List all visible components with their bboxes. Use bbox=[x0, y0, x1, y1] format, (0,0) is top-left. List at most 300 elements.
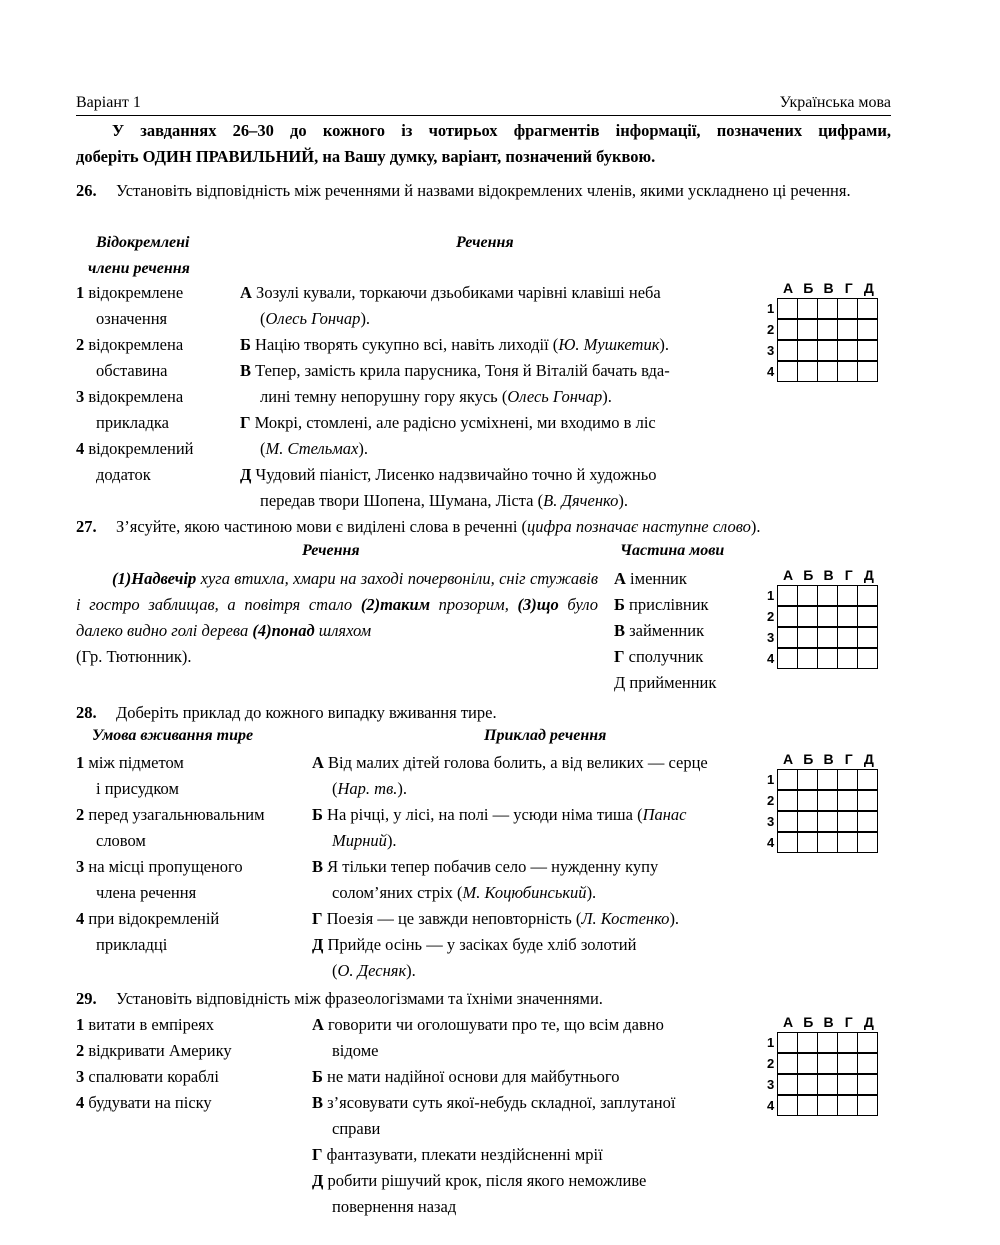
item-text: ). bbox=[669, 909, 680, 928]
grid-letter: В bbox=[823, 1014, 834, 1030]
citation-author: Мирний bbox=[332, 831, 387, 850]
grid-letter: Б bbox=[803, 567, 814, 583]
grid-letter: Б bbox=[803, 1014, 814, 1030]
item-text: ( bbox=[332, 779, 338, 798]
q27-sentence bbox=[76, 566, 598, 670]
grid-letters bbox=[778, 751, 879, 769]
item-text: справи bbox=[332, 1119, 381, 1138]
grid-letters bbox=[778, 280, 879, 298]
item-text: На річці, у лісі, на полі — усюди німа тиша ( bbox=[327, 805, 643, 824]
grid-row-number: 4 bbox=[767, 651, 775, 666]
grid-letter: Г bbox=[844, 751, 853, 767]
highlighted-word: (3)що bbox=[517, 595, 559, 614]
item-text: Від малих дітей голова болить, а від великих — серце bbox=[328, 753, 708, 772]
item-text: і присудком bbox=[96, 779, 179, 798]
item-text: фантазувати, плекати нездійсненні мрії bbox=[326, 1145, 603, 1164]
question-27 bbox=[76, 514, 891, 540]
option-letter: Б bbox=[240, 335, 251, 354]
item-text: перед узагальнювальним bbox=[88, 805, 265, 824]
instructions-line-1: У завданнях 26–30 до кожного із чотирьох фрагментів інформації, позначених цифрами, bbox=[112, 121, 891, 140]
grid-row bbox=[767, 361, 879, 382]
sentence-text: хуга втихла, хмари на заході почервоніли, сніг стужавів і гостро заблищав, а повітря стало bbox=[76, 569, 598, 614]
item-text: відокремлене bbox=[88, 283, 184, 302]
column-head-left: Умова вживання тире bbox=[92, 727, 254, 744]
item-text: займенник bbox=[629, 621, 705, 640]
q27-options-list bbox=[614, 566, 754, 696]
option-letter: В bbox=[312, 857, 324, 876]
answer-cell[interactable] bbox=[817, 769, 838, 790]
answer-cell[interactable] bbox=[857, 340, 878, 361]
grid-row-number: 1 bbox=[767, 588, 775, 603]
item-text: ). bbox=[406, 961, 416, 980]
item-text bbox=[240, 488, 735, 514]
answer-cell[interactable] bbox=[777, 585, 798, 606]
option-letter: Г bbox=[312, 909, 323, 928]
answer-cell[interactable] bbox=[777, 361, 798, 382]
list-item bbox=[76, 332, 241, 384]
grid-row bbox=[767, 769, 879, 790]
item-text: ). bbox=[358, 439, 368, 458]
answer-cell[interactable] bbox=[837, 832, 858, 853]
answer-cell[interactable] bbox=[777, 1074, 798, 1095]
item-text: додаток bbox=[96, 465, 151, 484]
citation-author: М. Коцюбинський bbox=[462, 883, 587, 902]
answer-cell[interactable] bbox=[777, 340, 798, 361]
citation-author: Нар. тв. bbox=[337, 779, 398, 798]
item-text bbox=[312, 776, 757, 802]
item-number: 1 bbox=[76, 753, 85, 772]
answer-cell[interactable] bbox=[777, 769, 798, 790]
grid-letter: Д bbox=[863, 567, 874, 583]
answer-cell[interactable] bbox=[797, 606, 818, 627]
item-text bbox=[312, 958, 757, 984]
grid-letter: В bbox=[823, 751, 834, 767]
item-text bbox=[312, 880, 757, 906]
item-text: на місці пропущеного bbox=[88, 857, 243, 876]
citation-author: Панас bbox=[642, 805, 687, 824]
grid-letter: А bbox=[783, 280, 794, 296]
header-subject: Українська мова bbox=[779, 94, 891, 111]
grid-row bbox=[767, 832, 879, 853]
grid-row-number: 2 bbox=[767, 793, 775, 808]
item-text: говорити чи оголошувати про те, що всім давно bbox=[328, 1015, 664, 1034]
list-item bbox=[614, 618, 754, 644]
answer-cell[interactable] bbox=[817, 1053, 838, 1074]
answer-cell[interactable] bbox=[797, 832, 818, 853]
answer-cell[interactable] bbox=[797, 1095, 818, 1116]
question-text: Установіть відповідність між фразеологізмами та їхніми значеннями. bbox=[116, 989, 603, 1008]
list-item bbox=[240, 358, 735, 410]
grid-row bbox=[767, 648, 879, 669]
highlighted-word: (2)таким bbox=[360, 595, 431, 614]
answer-cell[interactable] bbox=[797, 790, 818, 811]
option-letter: Д bbox=[312, 1171, 324, 1190]
question-number: 26. bbox=[76, 181, 97, 200]
grid-row bbox=[767, 1095, 879, 1116]
answer-cell[interactable] bbox=[857, 319, 878, 340]
answer-cell[interactable] bbox=[797, 1032, 818, 1053]
list-item bbox=[312, 1090, 757, 1142]
sentence-text: було далеко видно голі дерева bbox=[76, 595, 598, 640]
answer-cell[interactable] bbox=[797, 319, 818, 340]
list-item bbox=[312, 932, 757, 984]
item-text: Я тільки тепер побачив село — нужденну купу bbox=[327, 857, 659, 876]
question-text: З’ясуйте, якою частиною мови є виділені слова в реченні ( bbox=[116, 517, 528, 536]
option-letter: Г bbox=[614, 647, 625, 666]
grid-row bbox=[767, 606, 879, 627]
grid-row-number: 3 bbox=[767, 814, 775, 829]
item-text: ). bbox=[586, 883, 597, 902]
item-text: іменник bbox=[630, 569, 687, 588]
option-letter: Г bbox=[240, 413, 251, 432]
header-variant: Варіант 1 bbox=[76, 94, 141, 111]
grid-letter: Д bbox=[863, 1014, 874, 1030]
item-number: 2 bbox=[76, 805, 85, 824]
answer-cell[interactable] bbox=[777, 319, 798, 340]
item-text: ). bbox=[360, 309, 371, 328]
answer-cell[interactable] bbox=[797, 769, 818, 790]
answer-cell[interactable] bbox=[837, 1095, 858, 1116]
question-text: Установіть відповідність між реченнями й назвами відокремлених членів, якими ускладнено ці речення. bbox=[116, 181, 851, 200]
question-number: 27. bbox=[76, 517, 97, 536]
list-item bbox=[76, 1012, 311, 1038]
item-text: Націю творять сукупно всі, навіть лиходії ( bbox=[255, 335, 559, 354]
option-letter: Б bbox=[614, 595, 625, 614]
answer-cell[interactable] bbox=[797, 627, 818, 648]
option-letter: А bbox=[312, 1015, 324, 1034]
list-item bbox=[312, 1012, 757, 1064]
grid-row-number: 3 bbox=[767, 1077, 775, 1092]
grid-row-number: 4 bbox=[767, 364, 775, 379]
item-text: лині темну непорушну гору якусь ( bbox=[260, 387, 508, 406]
highlighted-word: (4)понад bbox=[252, 621, 315, 640]
list-item bbox=[240, 332, 735, 358]
header-rule bbox=[76, 115, 891, 116]
answer-cell[interactable] bbox=[837, 1053, 858, 1074]
item-text: словом bbox=[96, 831, 146, 850]
grid-letter: В bbox=[823, 567, 834, 583]
question-26 bbox=[76, 178, 891, 204]
item-number: 1 bbox=[76, 1015, 85, 1034]
item-text: прийменник bbox=[629, 673, 717, 692]
list-item bbox=[614, 670, 754, 696]
answer-cell[interactable] bbox=[837, 1032, 858, 1053]
answer-cell[interactable] bbox=[837, 298, 858, 319]
option-letter: А bbox=[240, 283, 252, 302]
item-number: 2 bbox=[76, 1041, 85, 1060]
grid-row-number: 3 bbox=[767, 343, 775, 358]
item-text: Д bbox=[614, 673, 626, 692]
grid-letter: А bbox=[783, 751, 794, 767]
item-text: Зозулі кували, торкаючи дзьобиками чарівні клавіші неба bbox=[256, 283, 661, 302]
grid-letters bbox=[778, 1014, 879, 1032]
grid-row bbox=[767, 790, 879, 811]
answer-cell[interactable] bbox=[817, 1074, 838, 1095]
list-item bbox=[312, 854, 757, 906]
instructions bbox=[76, 118, 891, 170]
answer-cell[interactable] bbox=[857, 1095, 878, 1116]
grid-row bbox=[767, 1074, 879, 1095]
grid-row-number: 2 bbox=[767, 1056, 775, 1071]
answer-cell[interactable] bbox=[857, 648, 878, 669]
citation-author: Л. Костенко bbox=[581, 909, 670, 928]
list-item bbox=[312, 802, 757, 854]
grid-row bbox=[767, 319, 879, 340]
list-item bbox=[312, 1064, 757, 1090]
item-text: будувати на піску bbox=[88, 1093, 212, 1112]
item-text: ( bbox=[260, 309, 266, 328]
item-text: відоме bbox=[332, 1041, 379, 1060]
list-item bbox=[76, 384, 241, 436]
answer-cell[interactable] bbox=[817, 1032, 838, 1053]
answer-cell[interactable] bbox=[837, 790, 858, 811]
item-text: ). bbox=[618, 491, 628, 510]
answer-cell[interactable] bbox=[817, 298, 838, 319]
answer-cell[interactable] bbox=[817, 606, 838, 627]
answer-cell[interactable] bbox=[857, 790, 878, 811]
answer-cell[interactable] bbox=[857, 298, 878, 319]
list-item bbox=[76, 854, 311, 906]
item-text: прикладка bbox=[96, 413, 169, 432]
item-text: відокремлена bbox=[88, 335, 184, 354]
sentence-text: шляхом bbox=[314, 621, 372, 640]
answer-grid-28 bbox=[767, 751, 879, 853]
grid-row-number: 4 bbox=[767, 1098, 775, 1113]
answer-cell[interactable] bbox=[857, 1032, 878, 1053]
answer-cell[interactable] bbox=[797, 1074, 818, 1095]
q28-examples-list bbox=[312, 750, 757, 984]
option-letter: Г bbox=[312, 1145, 323, 1164]
q26-members-list bbox=[76, 280, 241, 488]
answer-cell[interactable] bbox=[857, 361, 878, 382]
option-letter: Д bbox=[240, 465, 252, 484]
list-item bbox=[614, 566, 754, 592]
item-text: ). bbox=[386, 831, 397, 850]
item-text: ( bbox=[260, 439, 266, 458]
grid-row-number: 1 bbox=[767, 772, 775, 787]
answer-grid-27 bbox=[767, 567, 879, 669]
item-text: прикладці bbox=[96, 935, 168, 954]
answer-cell[interactable] bbox=[797, 1053, 818, 1074]
item-text: витати в емпіреях bbox=[88, 1015, 214, 1034]
question-number: 29. bbox=[76, 989, 97, 1008]
grid-letter: Г bbox=[844, 280, 853, 296]
answer-cell[interactable] bbox=[817, 319, 838, 340]
answer-cell[interactable] bbox=[857, 1053, 878, 1074]
citation-author: О. Десняк bbox=[337, 961, 407, 980]
answer-cell[interactable] bbox=[777, 1053, 798, 1074]
grid-letter: Г bbox=[844, 567, 853, 583]
item-number: 3 bbox=[76, 387, 85, 406]
grid-letter: Д bbox=[863, 280, 874, 296]
answer-cell[interactable] bbox=[817, 790, 838, 811]
item-text bbox=[240, 306, 735, 332]
item-text: відокремлений bbox=[88, 439, 194, 458]
answer-cell[interactable] bbox=[837, 319, 858, 340]
question-text: Доберіть приклад до кожного випадку вживання тире. bbox=[116, 703, 497, 722]
answer-cell[interactable] bbox=[777, 648, 798, 669]
item-text: відокремлена bbox=[88, 387, 184, 406]
grid-row bbox=[767, 340, 879, 361]
answer-cell[interactable] bbox=[817, 585, 838, 606]
answer-cell[interactable] bbox=[857, 585, 878, 606]
answer-cell[interactable] bbox=[817, 648, 838, 669]
item-text: прислівник bbox=[629, 595, 709, 614]
citation-author: М. Стельмах bbox=[265, 439, 359, 458]
citation-author: Олесь Гончар bbox=[507, 387, 603, 406]
answer-cell[interactable] bbox=[817, 627, 838, 648]
grid-letter: Д bbox=[863, 751, 874, 767]
answer-cell[interactable] bbox=[857, 811, 878, 832]
answer-cell[interactable] bbox=[837, 606, 858, 627]
list-item bbox=[76, 906, 311, 958]
column-head-line: члени речення bbox=[88, 260, 190, 277]
item-text: з’ясовувати суть якої-небудь складної, заплутаної bbox=[327, 1093, 676, 1112]
answer-cell[interactable] bbox=[817, 361, 838, 382]
list-item bbox=[240, 410, 735, 462]
answer-cell[interactable] bbox=[857, 627, 878, 648]
list-item bbox=[76, 436, 241, 488]
grid-row bbox=[767, 1032, 879, 1053]
answer-cell[interactable] bbox=[857, 1074, 878, 1095]
answer-cell[interactable] bbox=[837, 811, 858, 832]
item-text bbox=[312, 828, 757, 854]
answer-cell[interactable] bbox=[777, 832, 798, 853]
answer-grid-26 bbox=[767, 280, 879, 382]
answer-cell[interactable] bbox=[777, 811, 798, 832]
option-letter: Б bbox=[312, 805, 323, 824]
item-number: 1 bbox=[76, 283, 85, 302]
item-number: 3 bbox=[76, 857, 85, 876]
item-number: 4 bbox=[76, 909, 85, 928]
answer-cell[interactable] bbox=[857, 769, 878, 790]
answer-cell[interactable] bbox=[817, 832, 838, 853]
sentence-author: (Гр. Тютюнник). bbox=[76, 647, 192, 666]
answer-cell[interactable] bbox=[777, 790, 798, 811]
answer-cell[interactable] bbox=[837, 1074, 858, 1095]
grid-letter: А bbox=[783, 567, 794, 583]
item-text: при відокремленій bbox=[88, 909, 220, 928]
answer-cell[interactable] bbox=[797, 361, 818, 382]
item-text: між підметом bbox=[88, 753, 184, 772]
item-text: означення bbox=[96, 309, 168, 328]
column-head-right: Речення bbox=[456, 234, 514, 251]
question-text-end: ). bbox=[750, 517, 761, 536]
column-head-line: Відокремлені bbox=[96, 234, 190, 251]
item-text: передав твори Шопена, Шумана, Ліста ( bbox=[260, 491, 544, 510]
grid-row-number: 1 bbox=[767, 1035, 775, 1050]
question-29 bbox=[76, 986, 891, 1012]
list-item bbox=[76, 280, 241, 332]
item-text: ). bbox=[659, 335, 670, 354]
highlighted-word: (1)Надвечір bbox=[112, 569, 197, 588]
answer-cell[interactable] bbox=[797, 585, 818, 606]
answer-grid-29 bbox=[767, 1014, 879, 1116]
list-item bbox=[312, 1168, 757, 1220]
answer-cell[interactable] bbox=[857, 606, 878, 627]
answer-cell[interactable] bbox=[797, 811, 818, 832]
column-head-right: Частина мови bbox=[620, 542, 725, 559]
item-text: Прийде осінь — у засіках буде хліб золотий bbox=[327, 935, 637, 954]
answer-cell[interactable] bbox=[777, 606, 798, 627]
item-text bbox=[240, 384, 735, 410]
item-text: члена речення bbox=[96, 883, 197, 902]
answer-cell[interactable] bbox=[777, 1032, 798, 1053]
option-letter: В bbox=[312, 1093, 324, 1112]
item-text: ). bbox=[397, 779, 407, 798]
item-text: повернення назад bbox=[332, 1197, 457, 1216]
option-letter: А bbox=[614, 569, 626, 588]
grid-row bbox=[767, 627, 879, 648]
item-number: 4 bbox=[76, 439, 85, 458]
q29-meanings-list bbox=[312, 1012, 757, 1220]
list-item bbox=[76, 1064, 311, 1090]
column-head-left bbox=[88, 230, 190, 282]
grid-letter: Г bbox=[844, 1014, 853, 1030]
column-head-right: Приклад речення bbox=[484, 727, 607, 744]
answer-cell[interactable] bbox=[797, 298, 818, 319]
item-text: відкривати Америку bbox=[88, 1041, 232, 1060]
grid-row bbox=[767, 585, 879, 606]
item-text: ( bbox=[332, 961, 338, 980]
item-text: ). bbox=[602, 387, 612, 406]
grid-row-number: 2 bbox=[767, 322, 775, 337]
answer-cell[interactable] bbox=[777, 1095, 798, 1116]
answer-cell[interactable] bbox=[817, 811, 838, 832]
item-text: обставина bbox=[96, 361, 168, 380]
answer-cell[interactable] bbox=[837, 585, 858, 606]
q26-sentences-list bbox=[240, 280, 735, 514]
question-28 bbox=[76, 700, 891, 726]
list-item bbox=[240, 280, 735, 332]
answer-cell[interactable] bbox=[837, 361, 858, 382]
grid-letter: В bbox=[823, 280, 834, 296]
question-number: 28. bbox=[76, 703, 97, 722]
grid-row bbox=[767, 298, 879, 319]
grid-row-number: 1 bbox=[767, 301, 775, 316]
grid-letter: Б bbox=[803, 751, 814, 767]
list-item bbox=[76, 802, 311, 854]
answer-cell[interactable] bbox=[857, 832, 878, 853]
answer-cell[interactable] bbox=[817, 340, 838, 361]
answer-cell[interactable] bbox=[777, 298, 798, 319]
answer-cell[interactable] bbox=[797, 648, 818, 669]
answer-cell[interactable] bbox=[837, 648, 858, 669]
answer-cell[interactable] bbox=[777, 627, 798, 648]
answer-cell[interactable] bbox=[837, 627, 858, 648]
item-text: спалювати кораблі bbox=[88, 1067, 219, 1086]
answer-cell[interactable] bbox=[797, 340, 818, 361]
grid-row bbox=[767, 811, 879, 832]
list-item bbox=[76, 1038, 311, 1064]
answer-cell[interactable] bbox=[837, 340, 858, 361]
grid-row-number: 4 bbox=[767, 835, 775, 850]
list-item bbox=[76, 1090, 311, 1116]
answer-cell[interactable] bbox=[837, 769, 858, 790]
grid-row-number: 2 bbox=[767, 609, 775, 624]
list-item bbox=[614, 644, 754, 670]
list-item bbox=[76, 750, 311, 802]
list-item bbox=[312, 1142, 757, 1168]
answer-cell[interactable] bbox=[817, 1095, 838, 1116]
option-letter: Б bbox=[312, 1067, 323, 1086]
item-number: 3 bbox=[76, 1067, 85, 1086]
list-item bbox=[312, 750, 757, 802]
q28-conditions-list bbox=[76, 750, 311, 958]
item-text: Тепер, замість крила парусника, Тоня й Віталій бачать вда- bbox=[255, 361, 670, 380]
option-letter: Д bbox=[312, 935, 324, 954]
grid-row-number: 3 bbox=[767, 630, 775, 645]
